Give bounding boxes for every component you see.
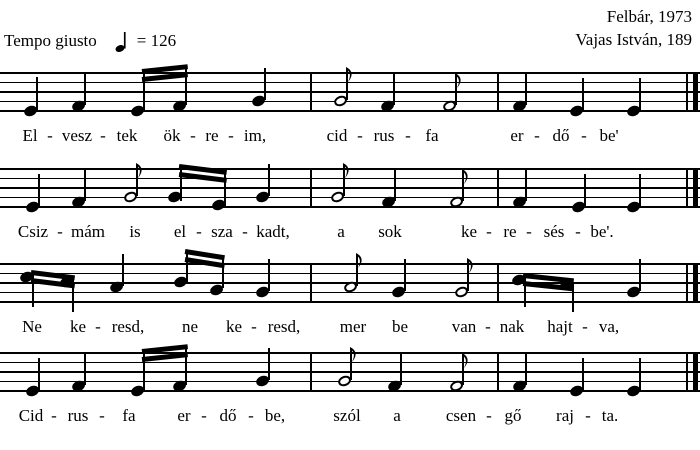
lyric-syllable: mer xyxy=(339,317,367,336)
tempo-bpm: = 126 xyxy=(136,31,177,50)
note-stem xyxy=(268,259,270,291)
staff-line xyxy=(0,187,700,189)
note-stem xyxy=(36,77,38,110)
lyric-syllable: re xyxy=(205,126,219,145)
barline xyxy=(310,168,312,208)
lyric-hyphen: - xyxy=(582,317,588,336)
note-stem xyxy=(582,78,584,110)
lyric-hyphen: - xyxy=(196,222,202,241)
lyric-syllable: va, xyxy=(598,317,620,336)
lyric-syllable: sés xyxy=(543,222,565,241)
eighth-flag-icon xyxy=(345,66,354,81)
note-stem xyxy=(268,164,270,196)
lyric-syllable: tek xyxy=(116,126,138,145)
note-stem xyxy=(393,73,395,105)
lyric-hyphen: - xyxy=(100,126,106,145)
lyric-syllable: gő xyxy=(504,406,522,425)
staff-2 xyxy=(0,168,700,212)
note-stem xyxy=(525,353,527,385)
barline xyxy=(686,263,688,303)
performer-name: Vajas István, 189 xyxy=(575,29,692,49)
barline xyxy=(310,352,312,392)
staff-line xyxy=(0,110,700,112)
tempo-label: Tempo giusto xyxy=(4,31,97,50)
barline xyxy=(497,168,499,208)
lyric-hyphen: - xyxy=(575,222,581,241)
eighth-flag-icon xyxy=(466,257,475,272)
lyric-syllable: el xyxy=(173,222,187,241)
lyric-hyphen: - xyxy=(95,317,101,336)
lyric-hyphen: - xyxy=(581,126,587,145)
staff-line xyxy=(0,263,700,265)
lyric-hyphen: - xyxy=(248,406,254,425)
lyric-syllable: raj xyxy=(556,406,574,425)
eighth-flag-icon xyxy=(461,352,470,367)
lyric-syllable: mám xyxy=(71,222,105,241)
lyric-hyphen: - xyxy=(57,222,63,241)
note-stem xyxy=(180,165,182,201)
note-stem xyxy=(404,259,406,291)
lyric-hyphen: - xyxy=(228,126,234,145)
lyric-syllable: szól xyxy=(333,406,361,425)
lyric-hyphen: - xyxy=(242,222,248,241)
lyric-syllable: er xyxy=(177,406,191,425)
staff-4 xyxy=(0,352,700,396)
lyric-syllable: kadt, xyxy=(256,222,290,241)
score-attribution xyxy=(575,6,692,52)
lyric-hyphen: - xyxy=(485,317,491,336)
quarter-note-icon xyxy=(115,31,129,53)
note-stem xyxy=(122,254,124,286)
staff-line xyxy=(0,301,700,303)
lyric-hyphen: - xyxy=(99,406,105,425)
note-stem xyxy=(222,256,224,288)
final-barline xyxy=(693,263,698,303)
lyric-syllable: im, xyxy=(243,126,267,145)
source-place-year: Felbár, 1973 xyxy=(606,7,692,26)
lyric-syllable: ök xyxy=(163,126,181,145)
lyric-syllable: rus xyxy=(67,406,89,425)
lyric-hyphen: - xyxy=(47,126,53,145)
lyric-syllable: is xyxy=(129,222,141,241)
lyric-syllable: re xyxy=(503,222,517,241)
lyric-hyphen: - xyxy=(51,406,57,425)
note-stem xyxy=(224,170,226,206)
lyric-syllable: rus xyxy=(373,126,395,145)
final-barline xyxy=(693,352,698,392)
lyric-syllable: a xyxy=(337,222,345,241)
lyric-syllable: er xyxy=(510,126,524,145)
lyric-syllable: van xyxy=(451,317,477,336)
note-stem xyxy=(84,353,86,385)
eighth-flag-icon xyxy=(461,168,470,183)
lyric-syllable: ta. xyxy=(601,406,619,425)
note-stem xyxy=(525,169,527,201)
staff-3 xyxy=(0,263,700,307)
lyric-hyphen: - xyxy=(201,406,207,425)
note-stem xyxy=(584,174,586,206)
lyric-syllable: ke xyxy=(460,222,478,241)
note-stem xyxy=(38,174,40,206)
barline xyxy=(310,263,312,303)
lyric-hyphen: - xyxy=(534,126,540,145)
lyric-hyphen: - xyxy=(251,317,257,336)
note-stem xyxy=(185,65,187,105)
note-stem xyxy=(185,345,187,385)
staff-line xyxy=(0,197,700,199)
note-stem xyxy=(400,353,402,385)
lyric-syllable: resd, xyxy=(267,317,301,336)
lyric-syllable: csen xyxy=(445,406,477,425)
lyric-hyphen: - xyxy=(486,406,492,425)
lyric-hyphen: - xyxy=(526,222,532,241)
lyric-syllable: be'. xyxy=(590,222,614,241)
lyric-hyphen: - xyxy=(585,406,591,425)
lyric-syllable: fa xyxy=(122,406,136,425)
final-barline xyxy=(693,72,698,112)
staff-line xyxy=(0,91,700,93)
lyric-hyphen: - xyxy=(486,222,492,241)
lyric-syllable: fa xyxy=(425,126,439,145)
lyric-hyphen: - xyxy=(357,126,363,145)
barline xyxy=(497,263,499,303)
lyric-syllable: be' xyxy=(599,126,619,145)
lyric-syllable: Cid xyxy=(18,406,44,425)
staff-1 xyxy=(0,72,700,116)
note-stem xyxy=(268,348,270,380)
lyric-syllable: be, xyxy=(264,406,286,425)
staff-line xyxy=(0,390,700,392)
barline xyxy=(497,352,499,392)
lyric-syllable: hajt xyxy=(547,317,573,336)
lyric-hyphen: - xyxy=(405,126,411,145)
eighth-flag-icon xyxy=(454,72,463,87)
lyric-syllable: sok xyxy=(378,222,402,241)
staff-line xyxy=(0,273,700,275)
barline xyxy=(497,72,499,112)
lyric-syllable: ke xyxy=(225,317,243,336)
barline xyxy=(686,72,688,112)
lyric-syllable: resd, xyxy=(111,317,145,336)
staff-line xyxy=(0,101,700,103)
lyric-syllable: cid xyxy=(326,126,348,145)
staff-line xyxy=(0,206,700,208)
lyric-syllable: Csiz xyxy=(17,222,49,241)
lyric-syllable: dő xyxy=(219,406,237,425)
note-stem xyxy=(639,358,641,390)
lyric-syllable: nak xyxy=(499,317,525,336)
lyric-syllable: be xyxy=(391,317,409,336)
tempo-marking xyxy=(4,30,176,52)
note-stem xyxy=(38,358,40,390)
note-stem xyxy=(639,78,641,110)
note-stem xyxy=(264,68,266,100)
lyric-syllable: dő xyxy=(552,126,570,145)
eighth-flag-icon xyxy=(349,346,358,361)
lyric-syllable: ne xyxy=(181,317,199,336)
barline xyxy=(686,168,688,208)
note-stem xyxy=(639,259,641,291)
lyric-syllable: Ne xyxy=(22,317,42,336)
eighth-flag-icon xyxy=(135,162,144,177)
lyric-syllable: ke xyxy=(69,317,87,336)
lyric-syllable: sza xyxy=(211,222,233,241)
final-barline xyxy=(693,168,698,208)
lyric-hyphen: - xyxy=(190,126,196,145)
note-stem xyxy=(84,73,86,105)
barline xyxy=(310,72,312,112)
note-stem xyxy=(582,358,584,390)
eighth-flag-icon xyxy=(342,162,351,177)
barline xyxy=(686,352,688,392)
lyric-syllable: vesz xyxy=(61,126,93,145)
note-stem xyxy=(525,73,527,105)
lyric-syllable: El xyxy=(22,126,38,145)
note-stem xyxy=(84,169,86,201)
note-stem xyxy=(394,169,396,201)
note-stem xyxy=(639,174,641,206)
eighth-flag-icon xyxy=(355,252,364,267)
lyric-syllable: a xyxy=(393,406,401,425)
